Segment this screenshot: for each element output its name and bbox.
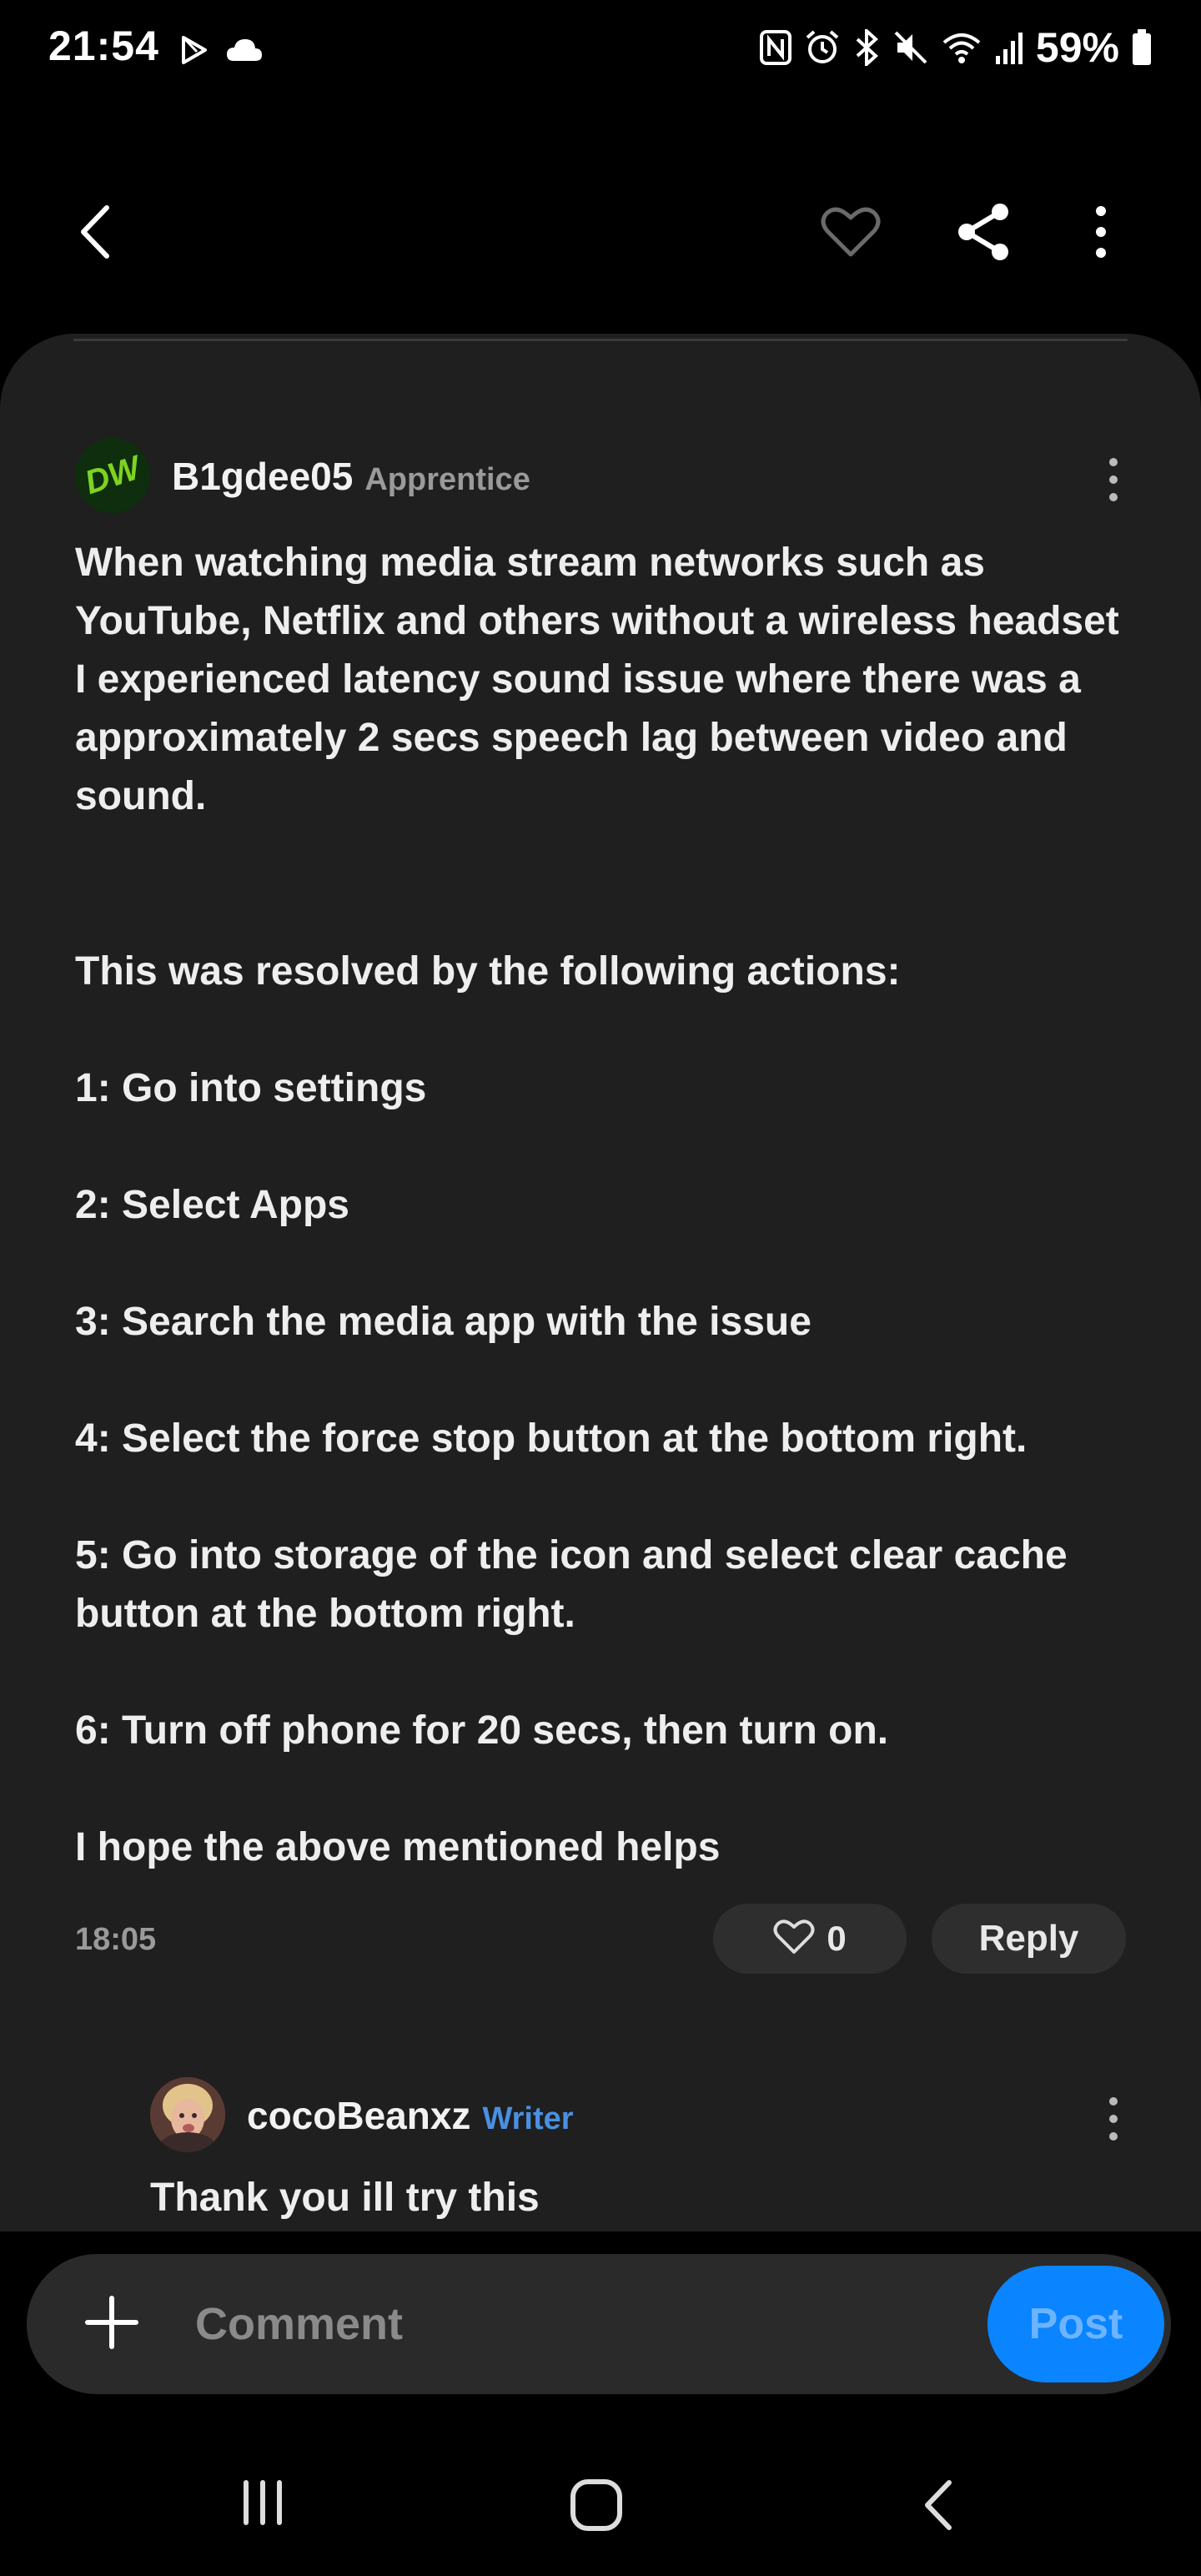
bluetooth-icon xyxy=(852,29,881,66)
reply-text: Thank you ill try this xyxy=(150,2176,540,2220)
wifi-icon xyxy=(941,29,982,66)
nfc-icon xyxy=(759,29,792,66)
post-step: 1: Go into settings xyxy=(75,1066,427,1110)
share-button[interactable] xyxy=(947,192,1022,275)
battery-percent: 59% xyxy=(1035,24,1119,71)
comment-bar xyxy=(27,2254,1171,2394)
status-bar xyxy=(0,0,1201,100)
post-step: 3: Search the media app with the issue xyxy=(75,1300,812,1344)
back-arrow-icon xyxy=(901,2478,976,2533)
post-footer xyxy=(75,1904,1126,1974)
reply-author-line xyxy=(247,2093,574,2138)
plus-icon xyxy=(84,2295,139,2354)
post-paragraph: When watching media stream networks such as YouTube, Netflix and others without a wireless headset I experienced latency sound issue where there was a approximately 2 secs speech lag between video and sound. xyxy=(75,541,1119,818)
battery-icon xyxy=(1131,28,1153,67)
signal-icon xyxy=(994,29,1024,66)
post-step: 5: Go into storage of the icon and select clear cache button at the bottom right. xyxy=(75,1533,1068,1636)
back-arrow-icon xyxy=(75,203,117,265)
like-count: 0 xyxy=(827,1919,847,1958)
post-step: 6: Turn off phone for 20 secs, then turn on. xyxy=(75,1708,889,1753)
more-vert-icon xyxy=(1094,204,1108,264)
status-time: 21:54 xyxy=(48,23,159,69)
share-icon xyxy=(957,202,1012,266)
post-button[interactable] xyxy=(987,2266,1164,2382)
recent-apps-icon xyxy=(225,2478,300,2528)
heart-icon xyxy=(773,1919,815,1960)
post-button-label: Post xyxy=(1028,2300,1123,2348)
post-header xyxy=(75,434,1134,517)
author-name[interactable]: B1gdee05 xyxy=(172,455,354,498)
more-options-button[interactable] xyxy=(1072,192,1130,275)
more-vert-icon xyxy=(1093,2137,1134,2151)
post-more-button[interactable] xyxy=(1093,450,1134,509)
author-line xyxy=(172,454,530,499)
post-card xyxy=(0,334,1201,2231)
more-vert-icon xyxy=(1093,498,1134,512)
reply-more-button[interactable] xyxy=(1093,2090,1134,2148)
reply-label: Reply xyxy=(978,1918,1079,1959)
mute-icon xyxy=(892,29,929,66)
favorite-button[interactable] xyxy=(813,196,888,271)
post-paragraph: This was resolved by the following actions: xyxy=(75,949,901,994)
reply-header xyxy=(150,2073,1134,2156)
home-icon xyxy=(559,2478,634,2533)
reply-rank-badge: Writer xyxy=(482,2101,574,2136)
svg-text:DW: DW xyxy=(80,449,145,502)
post-body xyxy=(75,534,1134,1877)
status-right-icons xyxy=(759,23,1153,72)
add-attachment-button[interactable] xyxy=(78,2291,145,2357)
avatar[interactable] xyxy=(150,2077,225,2152)
navigation-bar xyxy=(0,2436,1201,2576)
reply-author-name[interactable]: cocoBeanxz xyxy=(247,2094,471,2137)
cloud-icon xyxy=(225,36,264,68)
status-left-icons xyxy=(177,33,264,71)
like-button[interactable] xyxy=(713,1904,907,1974)
recent-apps-button[interactable] xyxy=(225,2478,300,2544)
post-paragraph: I hope the above mentioned helps xyxy=(75,1825,721,1869)
card-divider xyxy=(73,339,1128,341)
avatar[interactable] xyxy=(75,438,150,513)
post-step: 4: Select the force stop button at the bottom right. xyxy=(75,1416,1028,1461)
heart-icon xyxy=(821,206,881,262)
back-button[interactable] xyxy=(58,196,133,271)
author-rank-badge: Apprentice xyxy=(364,462,530,497)
reply-button[interactable] xyxy=(932,1904,1126,1974)
alarm-icon xyxy=(804,29,841,66)
comment-input[interactable] xyxy=(193,2286,947,2362)
system-back-button[interactable] xyxy=(901,2478,976,2544)
home-button[interactable] xyxy=(559,2478,634,2544)
post-timestamp: 18:05 xyxy=(75,1922,157,1957)
app-bar xyxy=(0,167,1201,300)
post-step: 2: Select Apps xyxy=(75,1183,349,1227)
play-store-icon xyxy=(177,33,210,71)
